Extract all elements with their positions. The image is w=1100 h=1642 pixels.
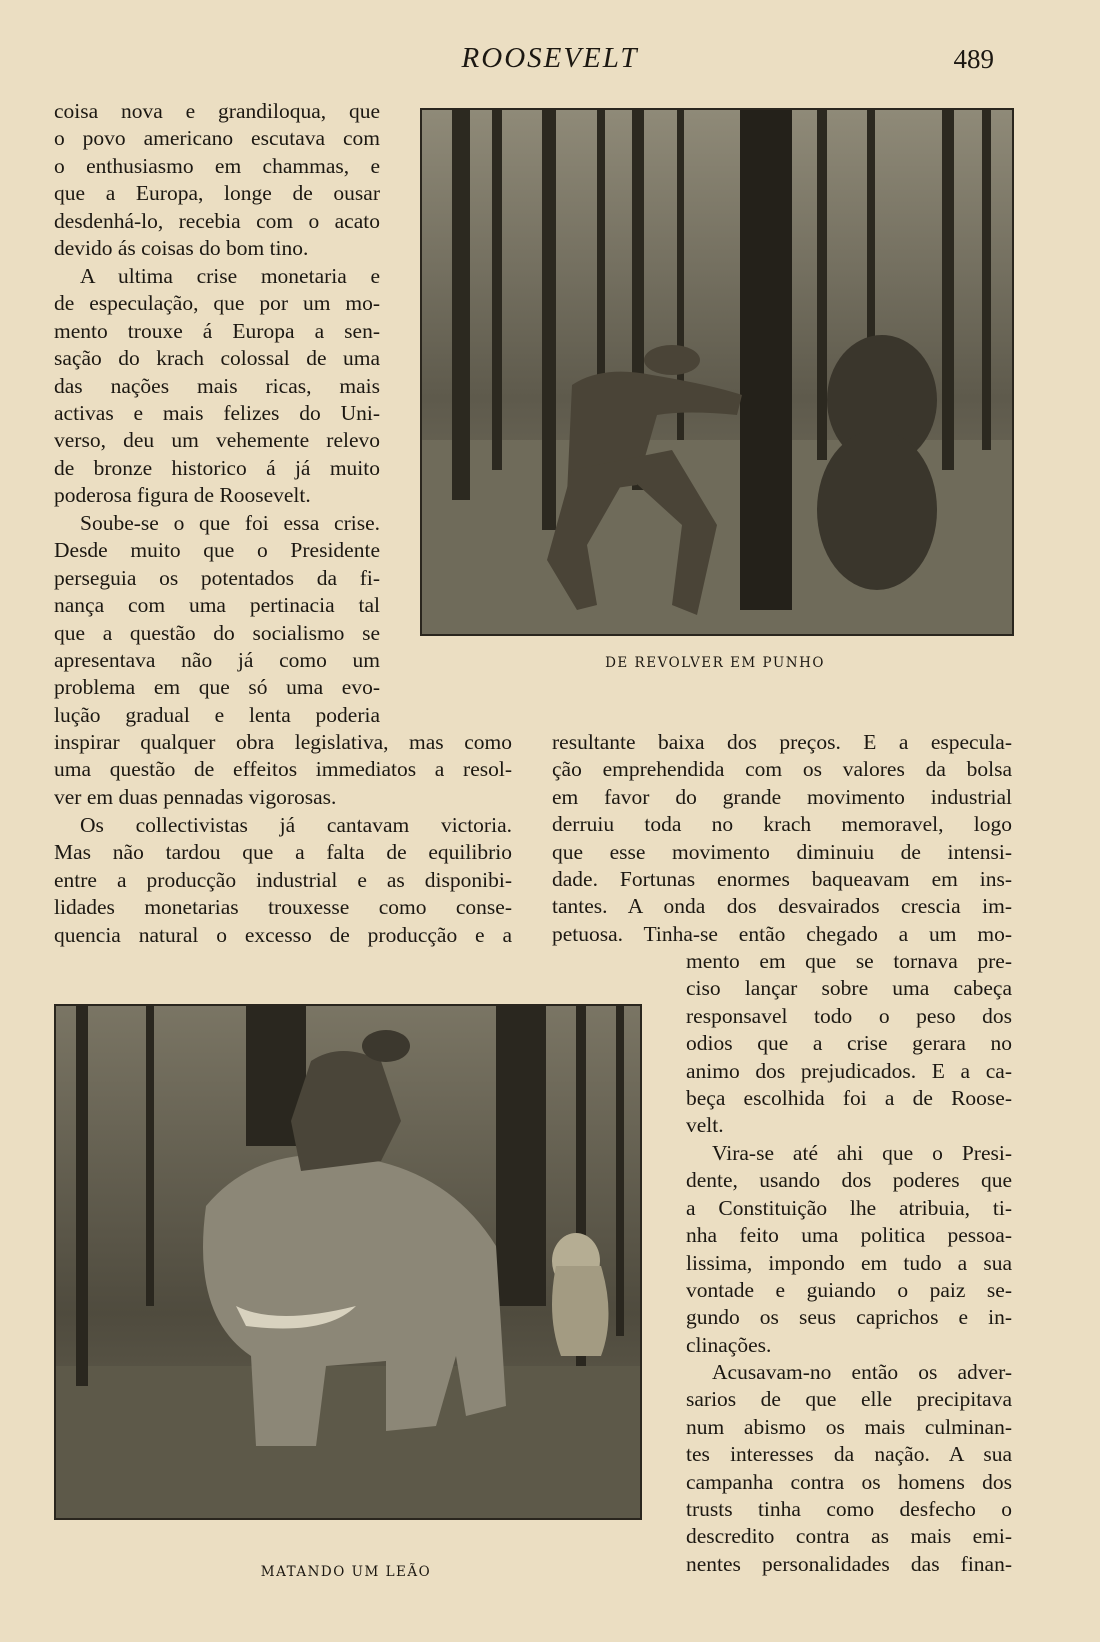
- text-line: Desde muito que o Presidente: [54, 538, 380, 563]
- text-line: velt.: [686, 1113, 724, 1138]
- text-line: ver em duas pennadas vigorosas.: [54, 784, 337, 809]
- text-line: o povo americano escutava com: [54, 126, 380, 151]
- text-line: que esse movimento diminuiu de intensi-: [552, 839, 1012, 864]
- text-line: uma questão de effeitos immediatos a resol-: [54, 757, 512, 782]
- text-line: campanha contra os homens dos: [686, 1469, 1012, 1494]
- text-line: apresentava não já como um: [54, 648, 380, 673]
- text-line: desdenhá-lo, recebia com o acato: [54, 208, 380, 233]
- text-line: trusts tinha como desfecho o: [686, 1497, 1012, 1522]
- text-line: sação do krach colossal de uma: [54, 346, 380, 371]
- text-line: clinações.: [686, 1332, 772, 1357]
- elephant-lion-illustration: [56, 1006, 640, 1518]
- text-line: devido ás coisas do bom tino.: [54, 236, 309, 261]
- text-line: quencia natural o excesso de producção e a: [54, 922, 512, 947]
- text-line: lidades monetarias trouxesse como conse-: [54, 895, 512, 920]
- text-line: beça escolhida foi a de Roose-: [686, 1086, 1012, 1111]
- text-line: Acusavam-no então os adver-: [712, 1360, 1012, 1384]
- text-line: num abismo os mais culminan-: [686, 1414, 1012, 1439]
- text-line: das nações mais ricas, mais: [54, 373, 380, 398]
- paragraph-5-continued: [686, 948, 1012, 1140]
- text-line: mento em que se tornava pre-: [686, 949, 1012, 973]
- figure-caption-2: MATANDO UM LEÃO: [260, 1564, 432, 1580]
- text-line: odios que a crise gerara no: [686, 1031, 1012, 1056]
- paragraph-7: [686, 1359, 1012, 1578]
- text-line: activas e mais felizes do Uni-: [54, 401, 380, 426]
- text-line: inspirar qualquer obra legislativa, mas como: [54, 730, 512, 754]
- paragraph-2: [54, 263, 380, 510]
- paragraph-5: [552, 729, 1012, 948]
- text-line: tantes. A onda dos desvairados crescia im-: [552, 894, 1012, 919]
- text-line: resultante baixa dos preços. E a especula-: [552, 730, 1012, 754]
- text-line: problema em que só uma evo-: [54, 675, 380, 700]
- text-line: dente, usando dos poderes que: [686, 1168, 1012, 1193]
- text-line: mento trouxe á Europa a sen-: [54, 318, 380, 343]
- photo-lion-kill: [54, 1004, 642, 1520]
- text-line: de especulação, que por um mo-: [54, 291, 380, 316]
- text-line: petuosa. Tinha-se então chegado a um mo-: [552, 921, 1012, 946]
- page-number: 489: [953, 44, 994, 74]
- text-line: animo dos prejudicados. E a ca-: [686, 1058, 1012, 1083]
- text-line: vontade e guiando o paiz se-: [686, 1278, 1012, 1303]
- text-line: coisa nova e grandiloqua, que: [54, 99, 380, 123]
- paragraph-3: [54, 510, 380, 729]
- text-line: derruiu toda no krach memoravel, logo: [552, 812, 1012, 837]
- text-line: Os collectivistas já cantavam victoria.: [80, 813, 512, 837]
- text-line: Vira-se até ahi que o Presi-: [712, 1141, 1012, 1165]
- text-line: que a Europa, longe de ousar: [54, 181, 380, 206]
- text-line: o enthusiasmo em chammas, e: [54, 153, 380, 178]
- paragraph-1: [54, 98, 380, 262]
- text-line: gundo os seus caprichos e in-: [686, 1305, 1012, 1330]
- text-line: que a questão do socialismo se: [54, 620, 380, 645]
- text-line: A ultima crise monetaria e: [80, 264, 380, 288]
- running-title: ROOSEVELT: [461, 42, 639, 74]
- text-line: tes interesses da nação. A sua: [686, 1442, 1012, 1467]
- forest-lion-illustration: [422, 110, 1012, 634]
- text-line: entre a producção industrial e as disponibi-: [54, 867, 512, 892]
- text-line: em favor do grande movimento industrial: [552, 784, 1012, 809]
- text-line: Mas não tardou que a falta de equilibrio: [54, 840, 512, 865]
- text-line: nentes personalidades das finan-: [686, 1551, 1012, 1576]
- text-line: poderosa figura de Roosevelt.: [54, 483, 311, 508]
- text-line: lissima, impondo em tudo a sua: [686, 1250, 1012, 1275]
- text-line: nança com uma pertinacia tal: [54, 593, 380, 618]
- text-line: lução gradual e lenta poderia: [54, 702, 380, 727]
- text-line: nha feito uma politica pessoa-: [686, 1223, 1012, 1248]
- text-line: a Constituição lhe atribuia, ti-: [686, 1195, 1012, 1220]
- text-line: sarios de que elle precipitava: [686, 1387, 1012, 1412]
- text-line: ção emprehendida com os valores da bolsa: [552, 757, 1012, 782]
- paragraph-4: [54, 812, 512, 949]
- text-line: perseguia os potentados da fi-: [54, 565, 380, 590]
- paragraph-3-continued: [54, 729, 512, 811]
- text-line: de bronze historico á já muito: [54, 455, 380, 480]
- text-line: dade. Fortunas enormes baqueavam em ins-: [552, 867, 1012, 892]
- text-line: Soube-se o que foi essa crise.: [80, 511, 380, 535]
- text-line: ciso lançar sobre uma cabeça: [686, 976, 1012, 1001]
- text-line: descredito contra as mais emi-: [686, 1524, 1012, 1549]
- figure-caption-1: DE REVOLVER EM PUNHO: [605, 655, 825, 671]
- paragraph-6: [686, 1140, 1012, 1359]
- text-line: verso, deu um vehemente relevo: [54, 428, 380, 453]
- text-line: responsavel todo o peso dos: [686, 1003, 1012, 1028]
- photo-revolver: [420, 108, 1014, 636]
